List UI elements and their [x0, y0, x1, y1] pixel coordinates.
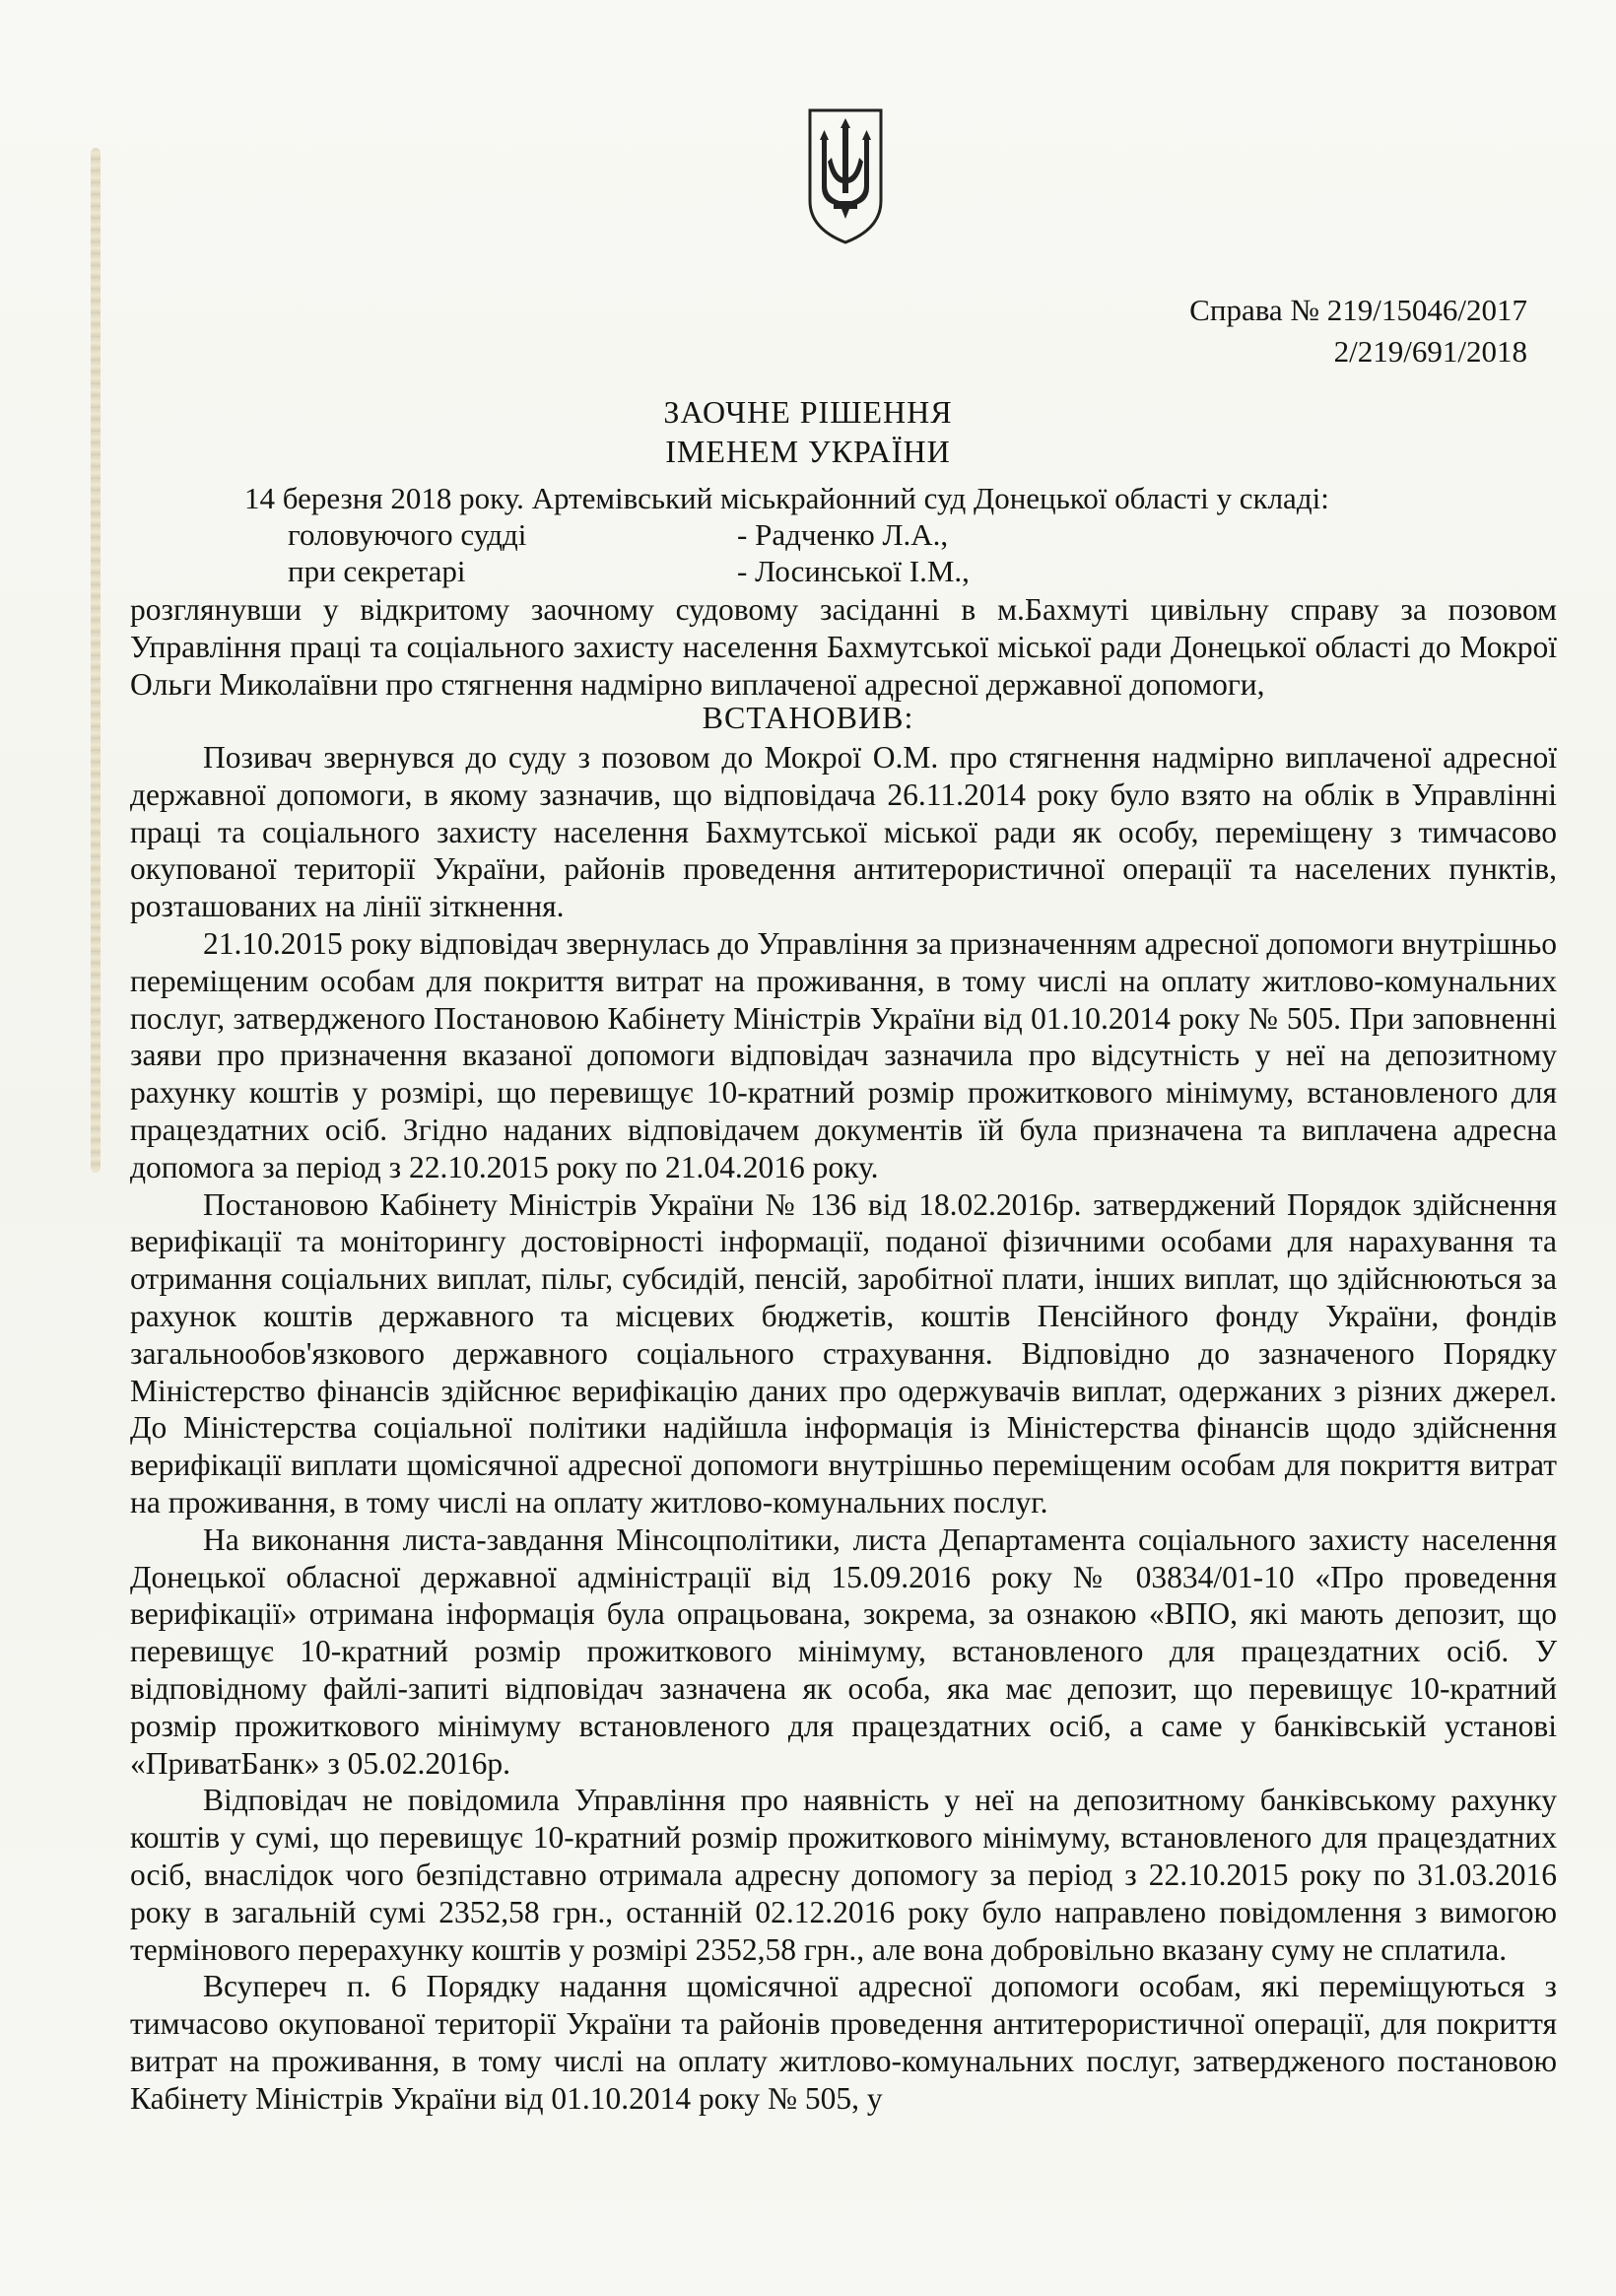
secretary-label: при секретарі: [288, 554, 466, 588]
paragraph-application: 21.10.2015 року відповідач звернулась до Управління за призначенням адресної допомоги внутрішньо переміщеним особам для покриття витрат на проживання, в тому числі на оплату житлово-комунальних послуг, затвердженого Постановою Кабінету Міністрів України від 01.10.2014 року № 505. При заповненні заяви про призначення вказаної допомоги відповідач зазначила про відсутність у неї на депозитному рахунку коштів у розмірі, що перевищує 10-кратний розмір прожиткового мінімуму, встановленого для працездатних осіб. Згідно наданих відповідачем документів їй була призначена та виплачена адресна допомога за період з 22.10.2015 року по 21.04.2016 року.: [130, 925, 1557, 1184]
intro-text: розглянувши у відкритому заочному судовому засіданні в м.Бахмуті цивільну справу за позовом Управління праці та соціального захисту населення Бахмутської міської ради Донецької області до Мокрої Ольги Миколаївни про стягнення надмірно виплаченої адресної державної допомоги,: [130, 592, 1557, 702]
paragraph-procedure-violation: Всупереч п. 6 Порядку надання щомісячної адресної допомоги особам, які переміщуються з тимчасово окупованої території України та районів проведення антитерористичної операції, для покриття витрат на проживання, в тому числі на оплату житлово-комунальних послуг, затвердженого постановою Кабінету Міністрів України від 01.10.2014 року № 505, у: [130, 1969, 1557, 2116]
case-number: Справа № 219/15046/2017: [1189, 293, 1527, 327]
paragraph-verification-procedure: Постановою Кабінету Міністрів України № 136 від 18.02.2016р. затверджений Порядок здійснення верифікації та моніторингу достовірності інформації, поданої фізичними особами для нарахування та отримання соціальних виплат, пільг, субсидій, пенсій, заробітної плати, інших виплат, що здійснюються за рахунок коштів державного та місцевих бюджетів, коштів Пенсійного фонду України, фондів загальнообов'язкового державного соціального страхування. Відповідно до зазначеного Порядку Міністерство фінансів здійснює верифікацію даних про одержувачів виплат, одержаних з різних джерел. До Міністерства соціальної політики надійшла інформація із Міністерства фінансів щодо здійснення верифікації виплати щомісячної адресної допомоги внутрішньо переміщеним особам для покриття витрат на проживання, в тому числі на оплату житлово-комунальних послуг.: [130, 1186, 1557, 1519]
established-heading: ВСТАНОВИВ:: [702, 700, 914, 735]
binding-thread: [91, 148, 101, 1173]
intro-paragraph: [130, 591, 1557, 703]
trident-emblem-icon: [806, 106, 885, 246]
paragraph-verification-result: На виконання листа-завдання Мінсоцполітики, листа Департамента соціального захисту населення Донецької обласної державної адміністрації від 15.09.2016 року № 03834/01-10 «Про проведення верифікації» отримана інформація була опрацьована, зокрема, за ознакою «ВПО, які мають депозит, що перевищує 10-кратний розмір прожиткового мінімуму, встановленого для працездатних осіб. У відповідному файлі-запиті відповідач зазначена як особа, яка має депозит, що перевищує 10-кратний розмір прожиткового мінімуму встановленого для працездатних осіб, а саме у банківській установі «ПриватБанк» з 05.02.2016р.: [130, 1521, 1557, 1781]
presiding-judge-label: головуючого судді: [288, 517, 527, 552]
court-composition-line: 14 березня 2018 року. Артемівський міськрайонний суд Донецької області у складі:: [244, 481, 1329, 515]
decision-subtitle: ІМЕНЕМ УКРАЇНИ: [665, 434, 951, 469]
paragraph-claim: Позивач звернувся до суду з позовом до Мокрої О.М. про стягнення надмірно виплаченої адресної державної допомоги, в якому зазначив, що відповідача 26.11.2014 року було взято на облік в Управлінні праці та соціального захисту населення Бахмутської міської ради як особу, переміщену з тимчасово окупованої території України, районів проведення антитерористичної операції та населених пунктів, розташованих на лінії зіткнення.: [130, 740, 1557, 924]
secretary-name: - Лосинської І.М.,: [737, 554, 970, 588]
decision-title: ЗАОЧНЕ РІШЕННЯ: [663, 394, 953, 430]
paragraph-overpayment: Відповідач не повідомила Управління про наявність у неї на депозитному банківському рахунку коштів у сумі, що перевищує 10-кратний розмір прожиткового мінімуму, встановленого для працездатних осіб, внаслідок чого безпідставно отримала адресну допомогу за період з 22.10.2015 року по 31.03.2016 року в загальній сумі 2352,58 грн., останній 02.12.2016 року було направлено повідомлення з вимогою термінового перерахунку коштів у розмірі 2352,58 грн., але вона добровільно вказану суму не сплатила.: [130, 1783, 1557, 1967]
document-body: [130, 739, 1557, 2117]
presiding-judge-name: - Радченко Л.А.,: [737, 517, 949, 552]
proceeding-number: 2/219/691/2018: [1333, 334, 1527, 369]
case-number-block: [1189, 290, 1527, 372]
